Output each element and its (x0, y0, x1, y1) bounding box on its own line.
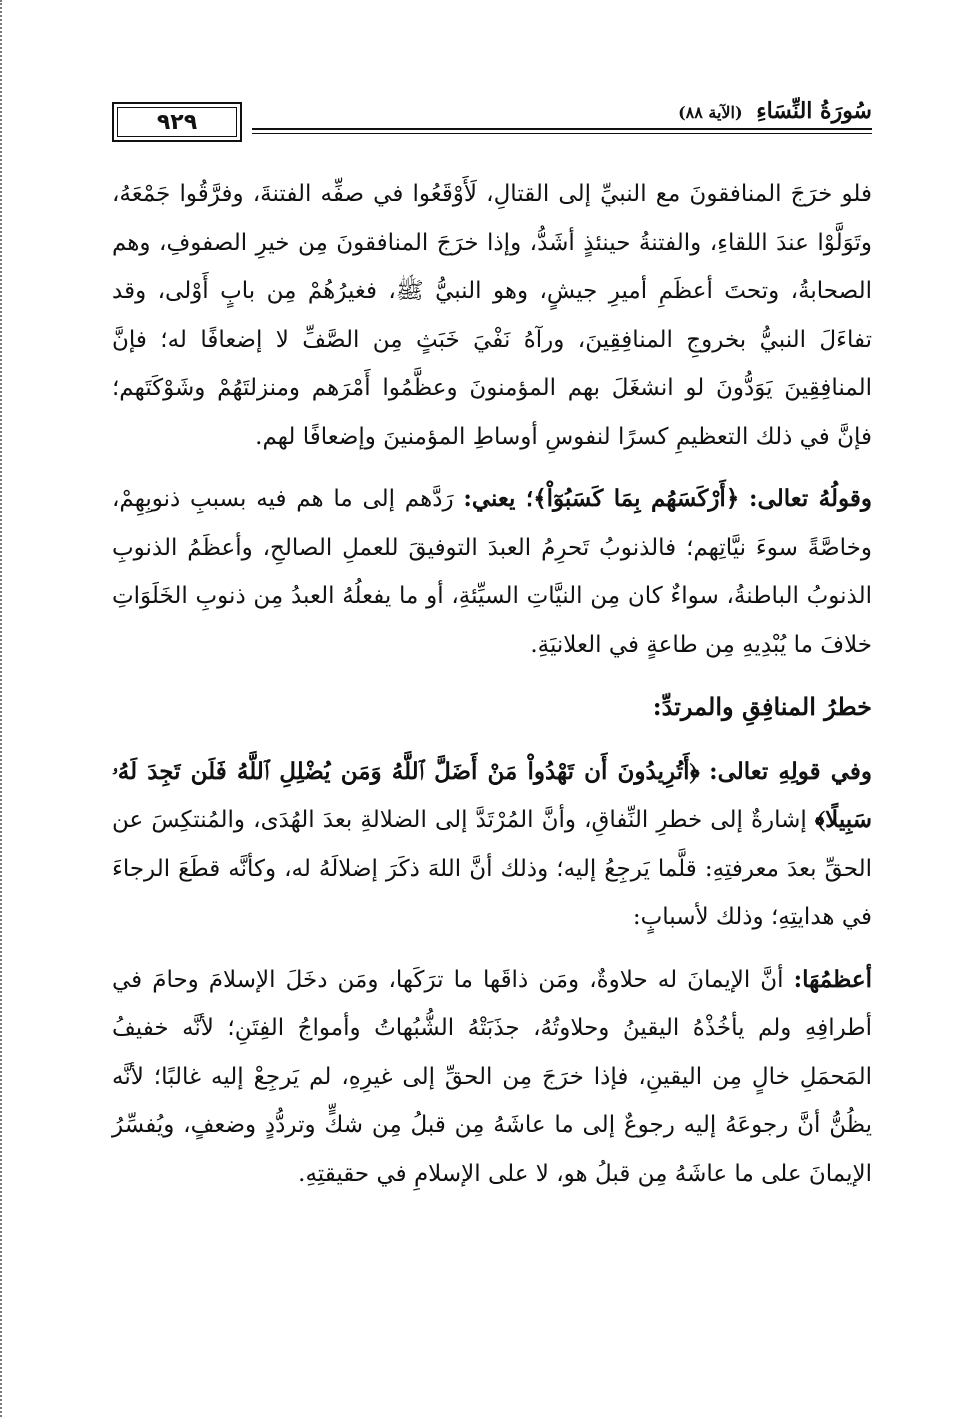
running-header (678, 98, 872, 124)
section-heading: خطرُ المنافِقِ والمرتدِّ: (652, 692, 872, 721)
page-header (112, 88, 872, 148)
page-number-frame (112, 102, 242, 142)
verse-reference: (الآية ٨٨) (678, 103, 743, 122)
header-rule (252, 128, 872, 130)
paragraph-lead: وقولُهُ تعالى: (749, 485, 872, 512)
paragraph-3 (112, 748, 872, 942)
paragraph-4 (112, 956, 872, 1199)
surah-title: سُورَةُ النِّسَاءِ (756, 98, 872, 124)
paragraph-1 (112, 170, 872, 461)
paragraph-text: رَدَّهم إلى ما هم فيه بسببِ ذنوبِهِمْ، وخاصَّةً سوءَ نيَّاتِهم؛ فالذنوبُ تَحرِمُ العبدَ التوفيقَ للعملِ الصالحِ، وأعظَمُ الذنوبِ الذنوبُ الباطنةُ، سواءٌ كان مِن النيَّاتِ السيِّئةِ، أو ما يفعلُهُ العبدُ مِن ذنوبِ الخَلَوَاتِ خلافَ ما يُبْدِيهِ مِن طاعةٍ في العلانيَةِ. (112, 486, 872, 658)
quran-quote: ﴿أَرْكَسَهُم بِمَا كَسَبُوٓاْ﴾ (533, 485, 740, 512)
book-page (112, 88, 872, 1348)
paragraph-lead-2: ؛ يعني: (463, 485, 534, 512)
paragraph-2 (112, 475, 872, 669)
quran-quote: ﴿أَتُرِيدُونَ أَن تَهْدُواْ مَنْ أَضَلَّ ٱللَّهُ وَمَن يُضْلِلِ ٱللَّهُ فَلَن تَجِدَ لَهُۥ سَبِيلًا﴾ (112, 757, 872, 833)
paragraph-text: إشارةٌ إلى خطرِ النِّفاقِ، وأنَّ المُرْتَدَّ إلى الضلالةِ بعدَ الهُدَى، والمُنتكِسَ عن الحقِّ بعدَ معرفتِهِ: قلَّما يَرجِعُ إليه؛ وذلك أنَّ اللهَ ذكَرَ إضلالَهُ له، وكأنَّه قطَعَ الرجاءَ في هدايتِهِ؛ وذلك لأسبابٍ: (112, 807, 872, 930)
page-number: ٩٢٩ (156, 109, 198, 135)
paragraph-text: أنَّ الإيمانَ له حلاوةٌ، ومَن ذاقَها ما ترَكَها، ومَن دخَلَ الإسلامَ وحامَ في أطرافِهِ ولم يأخُذْهُ اليقينُ وحلاوتُهُ، جذَبَتْهُ الشُّبُهاتُ وأمواجُ الفِتَنِ؛ لأنَّه خفيفُ المَحمَلِ خالٍ مِن اليقينِ، فإذا خرَجَ مِن الحقِّ إلى غيرِهِ، لم يَرجِعْ إليه غالبًا؛ لأنَّه يظُنُّ أنَّ رجوعَهُ إليه رجوعٌ إلى ما عاشَهُ مِن قبلُ مِن شكٍّ وتردُّدٍ وضعفٍ، ويُفسِّرُ الإيمانَ على ما عاشَهُ مِن قبلُ هو، لا على الإسلامِ في حقيقتِهِ. (112, 966, 872, 1187)
paragraph-lead: أعظمُهَا: (793, 965, 872, 993)
header-rule-thin (252, 133, 872, 134)
scan-edge (0, 0, 6, 1417)
paragraph-text: فلو خرَجَ المنافقونَ مع النبيِّ إلى القتالِ، لَأَوْقَعُوا في صفِّه الفتنةَ، وفرَّقُوا جَمْعَهُ، وتَوَلَّوْا عندَ اللقاءِ، والفتنةُ حينئذٍ أشَدُّ، وإذا خرَجَ المنافقونَ مِن خيرِ الصفوفِ، وهم الصحابةُ، وتحتَ أعظَمِ أميرِ جيشٍ، وهو النبيُّ ﷺ، فغيرُهُمْ مِن بابٍ أَوْلى، وقد تفاءَلَ النبيُّ بخروجِ المنافِقِينَ، ورآهُ نَفْيَ خَبَثٍ مِن الصَّفِّ لا إضعافًا له؛ فإنَّ المنافِقِينَ يَوَدُّونَ لو انشغَلَ بهم المؤمنونَ وعظَّمُوا أَمْرَهم ومنزلتَهُمْ وشَوْكَتَهم؛ فإنَّ في ذلك التعظيمِ كسرًا لنفوسِ أوساطِ المؤمنينَ وإضعافًا لهم. (112, 181, 872, 450)
paragraph-lead: وفي قولِهِ تعالى: (709, 757, 872, 785)
page-body (112, 170, 872, 1198)
